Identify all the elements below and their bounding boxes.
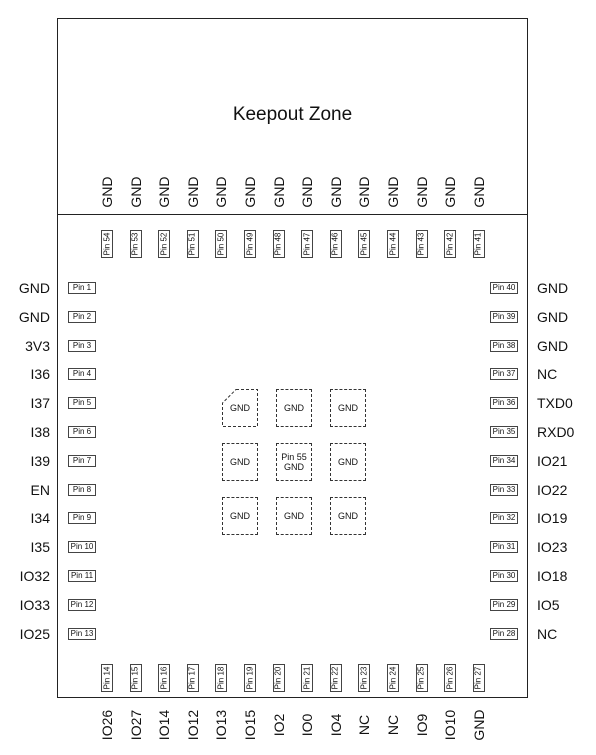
signal-label: GND: [442, 176, 459, 208]
pin-box: Pin 31: [490, 541, 518, 553]
signal-label: GND: [327, 176, 344, 208]
pin-box: Pin 10: [68, 541, 96, 553]
signal-label: GND: [156, 176, 173, 208]
pin-box: Pin 20: [273, 664, 285, 692]
pin-box: Pin 40: [490, 282, 518, 294]
pin-box: Pin 51: [187, 230, 199, 258]
pin-box: Pin 12: [68, 599, 96, 611]
signal-label: IO0: [299, 713, 316, 737]
pin-box: Pin 13: [68, 628, 96, 640]
pin-box: Pin 41: [473, 230, 485, 258]
signal-label: IO26: [99, 709, 115, 741]
signal-label: GND: [127, 176, 144, 208]
pin-box: Pin 15: [130, 664, 142, 692]
pin-box: Pin 50: [215, 230, 227, 258]
ground-pad: [330, 389, 366, 427]
signal-label: I34: [30, 510, 50, 527]
pin-box: Pin 19: [244, 664, 256, 692]
signal-label: I39: [30, 452, 50, 469]
pin-box: Pin 36: [490, 397, 518, 409]
signal-label: IO32: [19, 568, 50, 584]
ground-pad: [222, 389, 258, 427]
signal-label: IO4: [327, 713, 344, 737]
pin-box: Pin 22: [330, 664, 342, 692]
signal-label: GND: [184, 176, 201, 208]
pin-box: Pin 7: [68, 455, 96, 467]
pin-box: Pin 46: [330, 230, 342, 258]
signal-label: GND: [537, 337, 569, 354]
keepout-zone-label: Keepout Zone: [232, 104, 353, 125]
pin-box: Pin 37: [490, 368, 518, 380]
signal-label: IO19: [537, 510, 568, 527]
pin-box: Pin 48: [273, 230, 285, 258]
ground-pad: [276, 497, 312, 535]
keepout-boundary-line: [57, 214, 528, 215]
pad-pin-label: Pin 55: [281, 452, 307, 462]
signal-label: GND: [470, 176, 487, 208]
pin-box: Pin 54: [101, 230, 113, 258]
signal-label: I35: [30, 539, 50, 556]
signal-label: IO14: [156, 709, 173, 741]
pin-box: Pin 26: [444, 664, 456, 692]
signal-label: GND: [18, 308, 50, 325]
pad-signal-label: GND: [284, 511, 304, 521]
pin-box: Pin 30: [490, 570, 518, 582]
pin-box: Pin 25: [416, 664, 428, 692]
pad-signal-label: GND: [338, 403, 358, 413]
ground-pad: [330, 497, 366, 535]
signal-label: IO15: [242, 709, 258, 741]
signal-label: GND: [537, 308, 569, 325]
signal-label: RXD0: [537, 424, 575, 440]
signal-label: IO9: [413, 713, 430, 737]
pad-signal-label: GND: [284, 462, 304, 472]
signal-label: I37: [30, 395, 50, 412]
center-pad-pin55: [276, 443, 312, 481]
pin-box: Pin 23: [358, 664, 370, 692]
ground-pad: [222, 443, 258, 481]
pin-box: Pin 33: [490, 484, 518, 496]
pin-box: Pin 24: [387, 664, 399, 692]
signal-label: IO27: [127, 709, 144, 741]
pin-box: Pin 43: [416, 230, 428, 258]
pin-box: Pin 28: [490, 628, 518, 640]
pin-box: Pin 11: [68, 570, 96, 582]
signal-label: GND: [413, 176, 430, 208]
pin-box: Pin 38: [490, 340, 518, 352]
pad-signal-label: GND: [230, 403, 250, 413]
pin-box: Pin 2: [68, 311, 96, 323]
pad-signal-label: GND: [230, 457, 250, 467]
signal-label: GND: [18, 280, 50, 296]
pin-box: Pin 45: [358, 230, 370, 258]
pin-box: Pin 18: [215, 664, 227, 692]
pin-box: Pin 4: [68, 368, 96, 380]
signal-label: IO5: [537, 596, 560, 613]
pin-box: Pin 3: [68, 340, 96, 352]
signal-label: IO25: [19, 625, 50, 642]
ground-pad: [276, 389, 312, 427]
signal-label: GND: [213, 176, 230, 208]
ground-pad: [330, 443, 366, 481]
signal-label: GND: [356, 176, 373, 208]
signal-label: NC: [537, 366, 558, 383]
signal-label: IO10: [442, 709, 459, 741]
pad-signal-label: GND: [284, 403, 304, 413]
pin-box: Pin 9: [68, 512, 96, 524]
signal-label: GND: [470, 709, 487, 741]
signal-label: IO23: [537, 539, 568, 556]
signal-label: NC: [356, 714, 373, 736]
ground-pad: [222, 497, 258, 535]
signal-label: IO18: [537, 568, 568, 584]
pin-box: Pin 35: [490, 426, 518, 438]
pin-box: Pin 16: [158, 664, 170, 692]
signal-label: I36: [30, 366, 50, 383]
pin-box: Pin 42: [444, 230, 456, 258]
pin-box: Pin 6: [68, 426, 96, 438]
signal-label: IO22: [537, 481, 568, 498]
pin-box: Pin 21: [301, 664, 313, 692]
pin-box: Pin 1: [68, 282, 96, 294]
signal-label: GND: [537, 280, 569, 296]
signal-label: EN: [30, 481, 50, 498]
pin-box: Pin 49: [244, 230, 256, 258]
signal-label: GND: [299, 176, 316, 208]
pin-box: Pin 52: [158, 230, 170, 258]
signal-label: IO33: [19, 596, 50, 613]
pad-signal-label: GND: [230, 511, 250, 521]
pin-box: Pin 32: [490, 512, 518, 524]
pin-box: Pin 17: [187, 664, 199, 692]
signal-label: GND: [242, 176, 258, 208]
signal-label: TXD0: [537, 395, 573, 412]
pad-signal-label: GND: [338, 457, 358, 467]
pin-box: Pin 29: [490, 599, 518, 611]
pin-box: Pin 44: [387, 230, 399, 258]
signal-label: IO21: [537, 452, 568, 469]
signal-label: I38: [30, 424, 50, 440]
signal-label: NC: [537, 625, 558, 642]
pin-box: Pin 27: [473, 664, 485, 692]
pin-box: Pin 5: [68, 397, 96, 409]
pin-box: Pin 53: [130, 230, 142, 258]
pad-signal-label: GND: [338, 511, 358, 521]
signal-label: IO12: [184, 709, 201, 741]
signal-label: NC: [385, 714, 401, 736]
pin-box: Pin 34: [490, 455, 518, 467]
signal-label: GND: [99, 176, 115, 208]
signal-label: IO13: [213, 709, 230, 741]
signal-label: GND: [270, 176, 287, 208]
pin-box: Pin 47: [301, 230, 313, 258]
signal-label: 3V3: [25, 337, 50, 354]
signal-label: IO2: [270, 713, 287, 737]
pin-box: Pin 14: [101, 664, 113, 692]
pin-box: Pin 8: [68, 484, 96, 496]
pin-box: Pin 39: [490, 311, 518, 323]
signal-label: GND: [385, 176, 401, 208]
